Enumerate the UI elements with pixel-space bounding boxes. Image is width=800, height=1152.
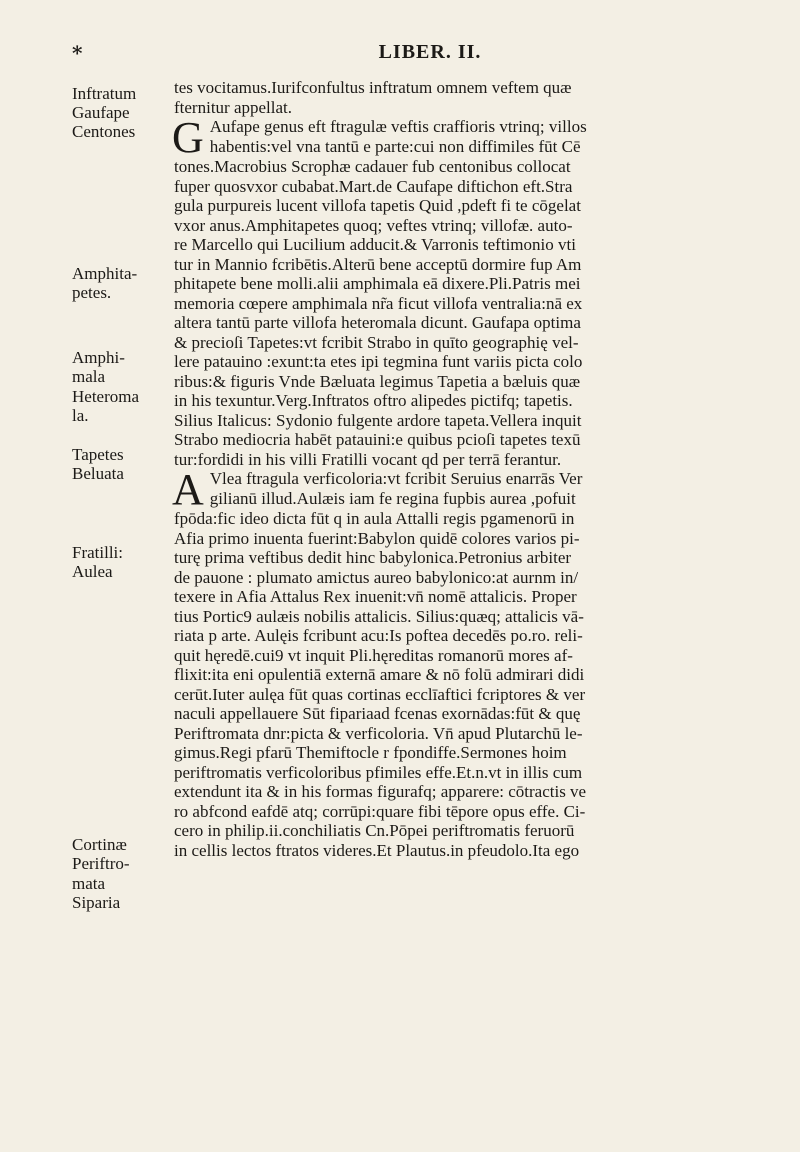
paragraph-gaufape <box>172 113 764 469</box>
text-line: fuper quosvxor cubabat.Mart.de Caufape diftichon eft.Stra <box>174 176 573 196</box>
text-line: extendunt ita & in his formas figurafq; apparere: cōtractis ve <box>174 782 587 801</box>
text-line: altera tantū parte villofa heteromala dicunt. Gaufapa optima <box>174 313 581 332</box>
text-line: vxor anus.Amphitapetes quoq; veftes vtrinq; villofæ. auto- <box>174 215 573 235</box>
text-line: Periftromata dnr:picta & verficoloria. Vn̄ apud Plutarchū le- <box>174 723 583 743</box>
text-line: turę prima veftibus dedit hinc babylonica.Petronius arbiter <box>174 548 572 567</box>
paragraph-aulea <box>172 465 764 860</box>
margin-note: petes. <box>72 283 112 302</box>
text-line: tones.Macrobius Scrophæ cadauer fub centonibus collocat <box>174 157 571 176</box>
text-line: naculi appellauere Sūt fipariaad fcenas exornādas:fūt & quę <box>174 704 581 723</box>
margin-note: la. <box>72 406 89 425</box>
text-line: texere in Afia Attalus Rex inuenit:vn̄ nomē attalicis. Proper <box>174 587 577 606</box>
margin-note: Periftro- <box>72 854 130 873</box>
text-line: habentis:vel vna tantū e parte:cui non diffimiles fūt Cē <box>209 136 581 156</box>
text-line: ro abfcond eafdē atq; corrūpi:quare fibi tēpore opus effe. Ci- <box>174 801 586 821</box>
text-line: gimus.Regi pfarū Themiftocle r fpondiffe.Sermones hoim <box>174 743 567 762</box>
text-line: Aufape genus eft ftragulæ veftis craffioris vtrinq; villos <box>209 117 587 136</box>
margin-note: Gaufape <box>72 103 130 122</box>
text-line: tur in Mannio fcribētis.Alterū bene acceptū dormire fup Am <box>174 254 582 274</box>
text-line: Vlea ftragula verficoloria:vt fcribit Seruius enarrās Ver <box>209 469 583 488</box>
text-line: gula purpureis lucent villofa tapetis Quid ,pdeft fi te cōgelat <box>174 196 581 215</box>
text-line: tur:fordidi in his villi Fratilli vocant qd per terrā ferantur. <box>174 449 562 469</box>
text-line: fpōda:fic ideo dicta fūt q in aula Attalli regis pgamenorū in <box>174 509 575 528</box>
text-line: cero in philip.ii.conchiliatis Cn.Pōpei periftromatis feruorū <box>174 821 575 840</box>
margin-note: Tapetes <box>72 445 124 464</box>
text-line: Silius Italicus: Sydonio fulgente ardore tapeta.Vellera inquit <box>174 410 582 430</box>
text-line: gilianū illud.Aulæis iam fe regina fupbis aurea ,pofuit <box>209 488 576 508</box>
margin-note: Fratilli: <box>72 543 123 562</box>
text-line: de pauone : plumato amictus aureo babylonico:at aurnm in/ <box>174 567 579 587</box>
margin-note: Amphi- <box>72 348 125 367</box>
text-line: Strabo mediocria habēt patauini:e quibus pcioſi tapetes texū <box>174 430 581 449</box>
margin-note: Centones <box>72 122 136 141</box>
text-line: quit hęredē.cui9 vt inquit Pli.hęreditas romanorū mores af- <box>174 645 573 665</box>
text-line: lere patauino :exunt:ta etes ipi tegmina funt variis picta colo <box>174 352 583 371</box>
text-line: phitapete bene molli.alii amphimala eā dixere.Pli.Patris mei <box>174 274 581 293</box>
margin-note: Beluata <box>72 464 124 483</box>
margin-note: Inftratum <box>72 84 137 103</box>
text-line: cerūt.Iuter aulęa fūt quas cortinas ecclīaftici fcriptores & ver <box>174 684 586 704</box>
text-line: tius Portic9 aulæis nobilis attalicis. Silius:quæq; attalicis vā- <box>174 606 584 626</box>
text-line: periftromatis verficoloribus pfimiles effe.Et.n.vt in illis cum <box>174 762 583 782</box>
text-block-intro <box>174 78 764 117</box>
text-line: fternitur appellat. <box>174 97 293 117</box>
text-line: tes vocitamus.Iurifconfultus inftratum omnem veftem quæ <box>174 78 572 97</box>
text-line: & precioſi Tapetes:vt fcribit Strabo in quīto geographię vel- <box>174 332 579 352</box>
text-line: in his texuntur.Verg.Inftratos oftro alipedes pictifq; tapetis. <box>174 391 573 410</box>
main-text <box>174 78 764 860</box>
drop-cap: G <box>172 113 204 162</box>
text-line: re Marcello qui Lucilium adducit.& Varronis teftimonio vti <box>174 235 576 254</box>
margin-note: Amphita- <box>72 264 138 283</box>
text-line: ribus:& figuris Vnde Bæluata legimus Tapetia a bæluis quæ <box>174 371 581 391</box>
margin-note: mata <box>72 874 106 893</box>
margin-note: Siparia <box>72 893 121 912</box>
margin-note: Heteroma <box>72 387 140 406</box>
page-mark: * <box>72 41 83 65</box>
drop-cap: A <box>172 465 204 514</box>
text-line: Afia primo inuenta fuerint:Babylon quidē colores varios pi- <box>174 528 580 548</box>
page-header: LIBER. II. <box>378 41 482 63</box>
margin-note: mala <box>72 367 106 386</box>
margin-note: Aulea <box>72 562 113 581</box>
text-line: riata p arte. Aulęis fcribunt acu:Is poftea decedēs po.ro. reli- <box>174 626 583 645</box>
text-line: in cellis lectos ftratos videres.Et Plautus.in pfeudolo.Ita ego <box>174 840 580 860</box>
text-line: memoria cœpere amphimala nr̃a ficut villofa ventralia:nā ex <box>174 293 583 313</box>
margin-note: Cortinæ <box>72 835 127 854</box>
text-line: flixit:ita eni opulentiā externā amare & nō folū admirari didi <box>174 665 585 684</box>
